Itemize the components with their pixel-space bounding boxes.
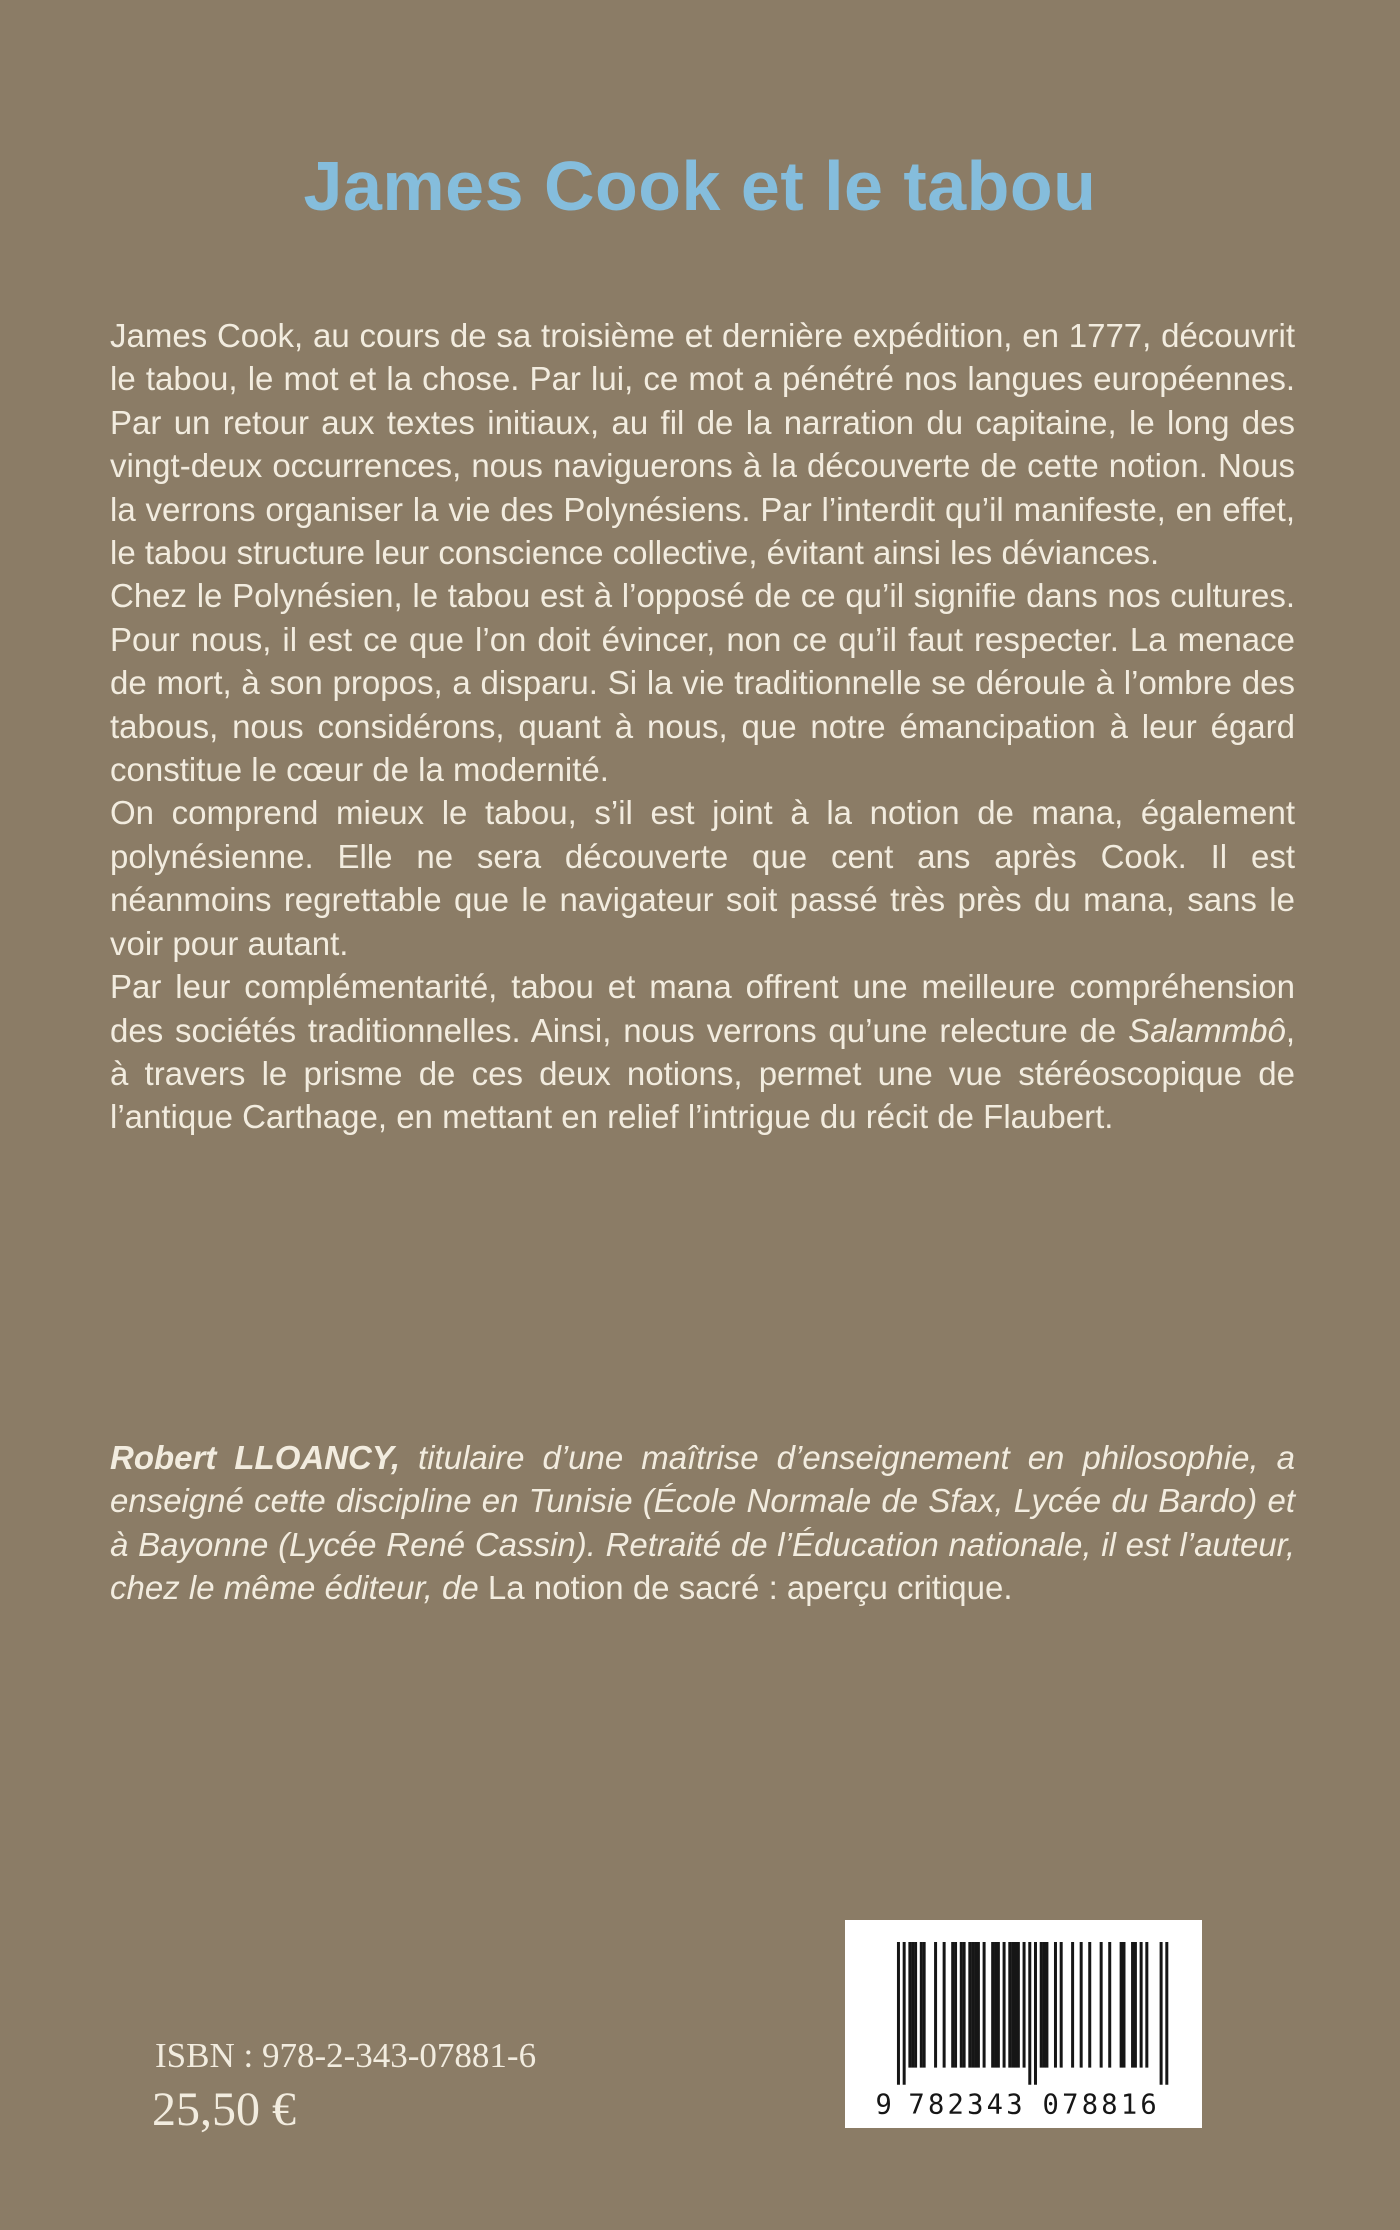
ean13-barcode: [874, 1942, 1174, 2119]
svg-text:9: 9: [875, 2089, 892, 2119]
author-bio: [110, 1436, 1295, 1610]
salammbo-title: Salammbô: [1128, 1011, 1286, 1049]
svg-text:078816: 078816: [1042, 2089, 1157, 2119]
synopsis-paragraph-4: [110, 965, 1295, 1139]
synopsis: [110, 314, 1295, 1139]
book-title-heading: James Cook et le tabou: [303, 147, 1097, 225]
author-bio-text: titulaire d’une maîtrise d’enseignement en philosophie, a enseigné cette discipline en Tunisie (École Normale de Sfax, Lycée du Bardo) et à Bayonne (Lycée René Cassin). Retraité de l’Éducation nationale, il est l’auteur, chez le même éditeur, de: [110, 1439, 1295, 1607]
synopsis-paragraph-4-post: , à travers le prisme de ces deux notions, permet une vue stéréoscopique de l’antique Carthage, en mettant en relief l’intrigue du récit de Flaubert.: [110, 1011, 1295, 1136]
barcode-panel: [845, 1920, 1202, 2128]
isbn-line: ISBN : 978-2-343-07881-6: [155, 2036, 537, 2075]
svg-text:782343: 782343: [907, 2089, 1023, 2119]
synopsis-paragraph-2: Chez le Polynésien, le tabou est à l’opposé de ce qu’il signifie dans nos cultures. Pour nous, il est ce que l’on doit évincer, non ce qu’il faut respecter. La menace de mort, à son propos, a disparu. Si la vie traditionnelle se déroule à l’ombre des tabous, nous considérons, quant à nous, que notre émancipation à leur égard constitue le cœur de la modernité.: [110, 577, 1295, 789]
price-label: 25,50 €: [152, 2083, 296, 2136]
synopsis-paragraph-1: James Cook, au cours de sa troisième et dernière expédition, en 1777, découvrit le tabou, le mot et la chose. Par lui, ce mot a pénétré nos langues européennes. Par un retour aux textes initiaux, au fil de la narration du capitaine, le long des vingt-deux occurrences, nous naviguerons à la découverte de cette notion. Nous la verrons organiser la vie des Polynésiens. Par l’interdit qu’il manifeste, en effet, le tabou structure leur conscience collective, évitant ainsi les déviances.: [110, 317, 1295, 572]
synopsis-paragraph-4-pre: Par leur complémentarité, tabou et mana offrent une meilleure compréhension des sociétés traditionnelles. Ainsi, nous verrons qu’une relecture de: [110, 968, 1295, 1049]
author-name: Robert LLOANCY,: [110, 1439, 401, 1476]
previous-book-title: La notion de sacré : aperçu critique.: [487, 1569, 1013, 1607]
synopsis-paragraph-3: On comprend mieux le tabou, s’il est joint à la notion de mana, également polynésienne. Elle ne sera découverte que cent ans après Cook. Il est néanmoins regrettable que le navigateur soit passé très près du mana, sans le voir pour autant.: [110, 794, 1295, 962]
